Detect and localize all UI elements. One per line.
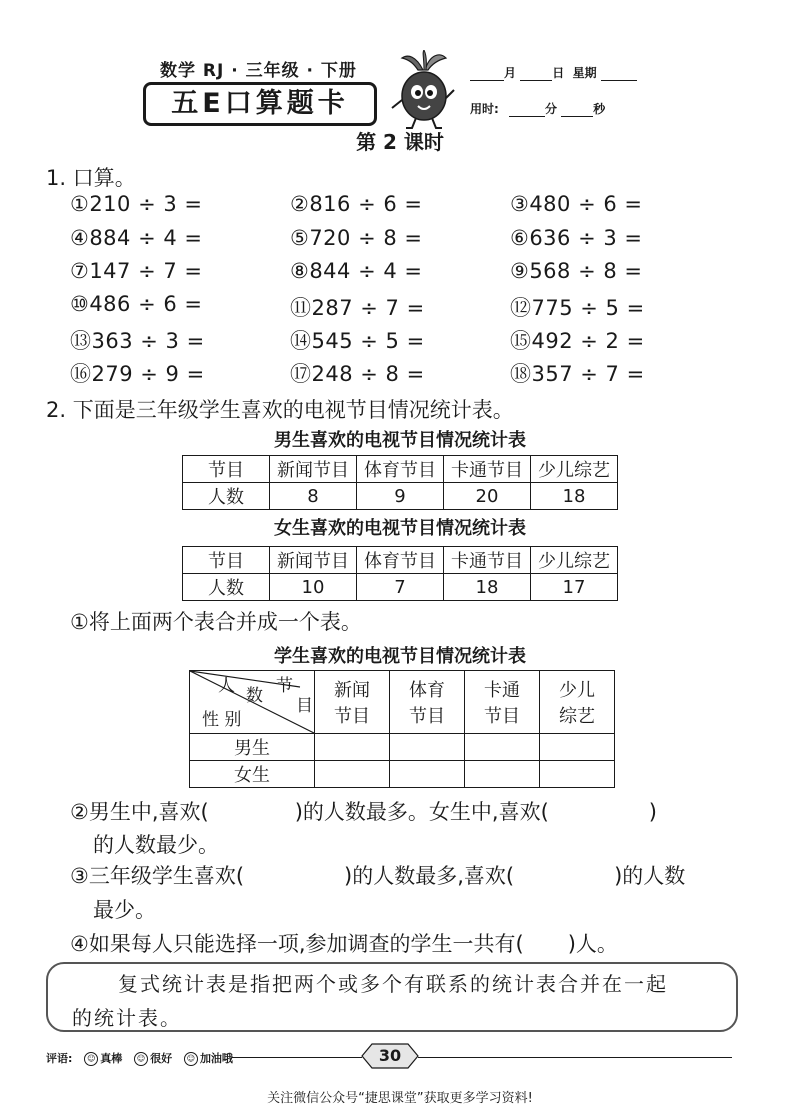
- rating-great: 真棒: [100, 1052, 123, 1065]
- merged-col-header: 新闻 节目: [315, 671, 390, 734]
- girls-header-cell: 少儿综艺: [531, 547, 618, 574]
- subject-label: 数学 RJ · 三年级 · 下册: [160, 61, 357, 81]
- bottom-note: 关注微信公众号“捷思课堂”获取更多学习资料!: [267, 1091, 533, 1106]
- sub-question-4: ④如果每人只能选择一项,参加调查的学生一共有( )人。: [70, 932, 618, 956]
- girls-header-cell: 体育节目: [357, 547, 444, 574]
- calc-item[interactable]: ⑪287 ÷ 7 =: [290, 296, 425, 320]
- sub-question-3-line2: 最少。: [93, 898, 156, 922]
- sub-question-1: ①将上面两个表合并成一个表。: [70, 610, 362, 634]
- month-label: 月: [504, 66, 517, 80]
- boys-header-cell: 卡通节目: [444, 456, 531, 483]
- diagonal-header-cell: [190, 671, 315, 734]
- good-face-icon[interactable]: ☺: [134, 1052, 148, 1066]
- merged-answer-cell[interactable]: [465, 761, 540, 788]
- merged-row-label: 女生: [190, 761, 315, 788]
- calc-item[interactable]: ⑩486 ÷ 6 =: [70, 292, 203, 316]
- girls-header-cell: 卡通节目: [444, 547, 531, 574]
- calc-item[interactable]: ⑫775 ÷ 5 =: [510, 296, 645, 320]
- merged-table-caption: 学生喜欢的电视节目情况统计表: [274, 646, 526, 667]
- merged-answer-cell[interactable]: [540, 761, 615, 788]
- rating-cheer: 加油哦: [199, 1052, 233, 1065]
- merged-answer-cell[interactable]: [315, 734, 390, 761]
- calc-item[interactable]: ③480 ÷ 6 =: [510, 192, 643, 216]
- merged-col-header: 卡通 节目: [465, 671, 540, 734]
- calc-item[interactable]: ⑦147 ÷ 7 =: [70, 259, 203, 283]
- footer-rule-right: [418, 1057, 732, 1058]
- calc-item[interactable]: ⑭545 ÷ 5 =: [290, 329, 425, 353]
- merged-answer-cell[interactable]: [540, 734, 615, 761]
- girls-header-cell: 新闻节目: [270, 547, 357, 574]
- corner-people-label: 人: [218, 676, 235, 696]
- merged-col-header: 少儿 综艺: [540, 671, 615, 734]
- corner-count-label: 数: [246, 686, 263, 706]
- week-label: 星期: [572, 66, 597, 80]
- girls-value-cell: 18: [444, 574, 531, 601]
- calc-item[interactable]: ⑤720 ÷ 8 =: [290, 226, 423, 250]
- minute-blank[interactable]: [509, 104, 545, 117]
- calc-item[interactable]: ⑮492 ÷ 2 =: [510, 329, 645, 353]
- time-line: [470, 100, 605, 117]
- merged-row-label: 男生: [190, 734, 315, 761]
- girls-value-cell: 7: [357, 574, 444, 601]
- card-title: 五E口算题卡: [143, 82, 377, 126]
- calc-item[interactable]: ⑰248 ÷ 8 =: [290, 362, 425, 386]
- calc-item[interactable]: ①210 ÷ 3 =: [70, 192, 203, 216]
- q1-heading: 1. 口算。: [46, 166, 136, 190]
- corner-gender-label: 性 别: [202, 710, 242, 730]
- q2-heading: 2. 下面是三年级学生喜欢的电视节目情况统计表。: [46, 398, 514, 422]
- merged-col-header: 体育 节目: [390, 671, 465, 734]
- great-face-icon[interactable]: ☺: [84, 1052, 98, 1066]
- sub-question-2-line1: ②男生中,喜欢( )的人数最多。女生中,喜欢( ): [70, 800, 657, 824]
- girls-header-cell: 节目: [183, 547, 270, 574]
- rating-row: [46, 1050, 233, 1066]
- boys-value-cell: 20: [444, 483, 531, 510]
- calc-item[interactable]: ④884 ÷ 4 =: [70, 226, 203, 250]
- girls-value-cell: 10: [270, 574, 357, 601]
- radish-mascot-icon: [388, 50, 458, 130]
- boys-header-cell: 少儿综艺: [531, 456, 618, 483]
- boys-value-cell: 18: [531, 483, 618, 510]
- merged-answer-cell[interactable]: [390, 734, 465, 761]
- calc-item[interactable]: ⑥636 ÷ 3 =: [510, 226, 643, 250]
- boys-header-cell: 新闻节目: [270, 456, 357, 483]
- merged-answer-cell[interactable]: [465, 734, 540, 761]
- boys-value-cell: 人数: [183, 483, 270, 510]
- rating-label: 评语:: [46, 1052, 73, 1065]
- boys-table-caption: 男生喜欢的电视节目情况统计表: [274, 430, 526, 451]
- week-blank[interactable]: [601, 68, 637, 81]
- sub-question-2-line2: 的人数最少。: [93, 833, 219, 857]
- second-blank[interactable]: [561, 104, 593, 117]
- calc-item[interactable]: ⑧844 ÷ 4 =: [290, 259, 423, 283]
- cheer-face-icon[interactable]: ☺: [184, 1052, 198, 1066]
- girls-table-caption: 女生喜欢的电视节目情况统计表: [274, 518, 526, 539]
- girls-value-cell: 人数: [183, 574, 270, 601]
- girls-value-cell: 17: [531, 574, 618, 601]
- day-blank[interactable]: [520, 68, 552, 81]
- boys-header-cell: 体育节目: [357, 456, 444, 483]
- sub-question-3-line1: ③三年级学生喜欢( )的人数最多,喜欢( )的人数: [70, 864, 686, 888]
- calc-item[interactable]: ⑯279 ÷ 9 =: [70, 362, 205, 386]
- merged-answer-cell[interactable]: [315, 761, 390, 788]
- boys-header-cell: 节目: [183, 456, 270, 483]
- corner-program-label: 节: [276, 676, 293, 696]
- time-label: 用时:: [470, 102, 499, 116]
- second-label: 秒: [593, 102, 606, 116]
- boys-value-cell: 9: [357, 483, 444, 510]
- merged-table: [189, 670, 615, 788]
- rating-good: 很好: [150, 1052, 173, 1065]
- girls-table: [182, 546, 618, 601]
- calc-item[interactable]: ⑱357 ÷ 7 =: [510, 362, 645, 386]
- month-blank[interactable]: [470, 68, 504, 81]
- calc-item[interactable]: ⑨568 ÷ 8 =: [510, 259, 643, 283]
- tip-line-2: 的统计表。: [72, 1006, 182, 1030]
- merged-answer-cell[interactable]: [390, 761, 465, 788]
- calc-item[interactable]: ⑬363 ÷ 3 =: [70, 329, 205, 353]
- lesson-title: 第 2 课时: [356, 130, 444, 154]
- date-line: [470, 64, 637, 81]
- page-number: 30: [378, 1046, 402, 1065]
- minute-label: 分: [545, 102, 558, 116]
- boys-value-cell: 8: [270, 483, 357, 510]
- tip-line-1: 复式统计表是指把两个或多个有联系的统计表合并在一起: [118, 972, 668, 996]
- calc-item[interactable]: ②816 ÷ 6 =: [290, 192, 423, 216]
- day-label: 日: [552, 66, 565, 80]
- boys-table: [182, 455, 618, 510]
- corner-program-label-2: 目: [296, 696, 313, 716]
- footer-rule-left: [232, 1057, 362, 1058]
